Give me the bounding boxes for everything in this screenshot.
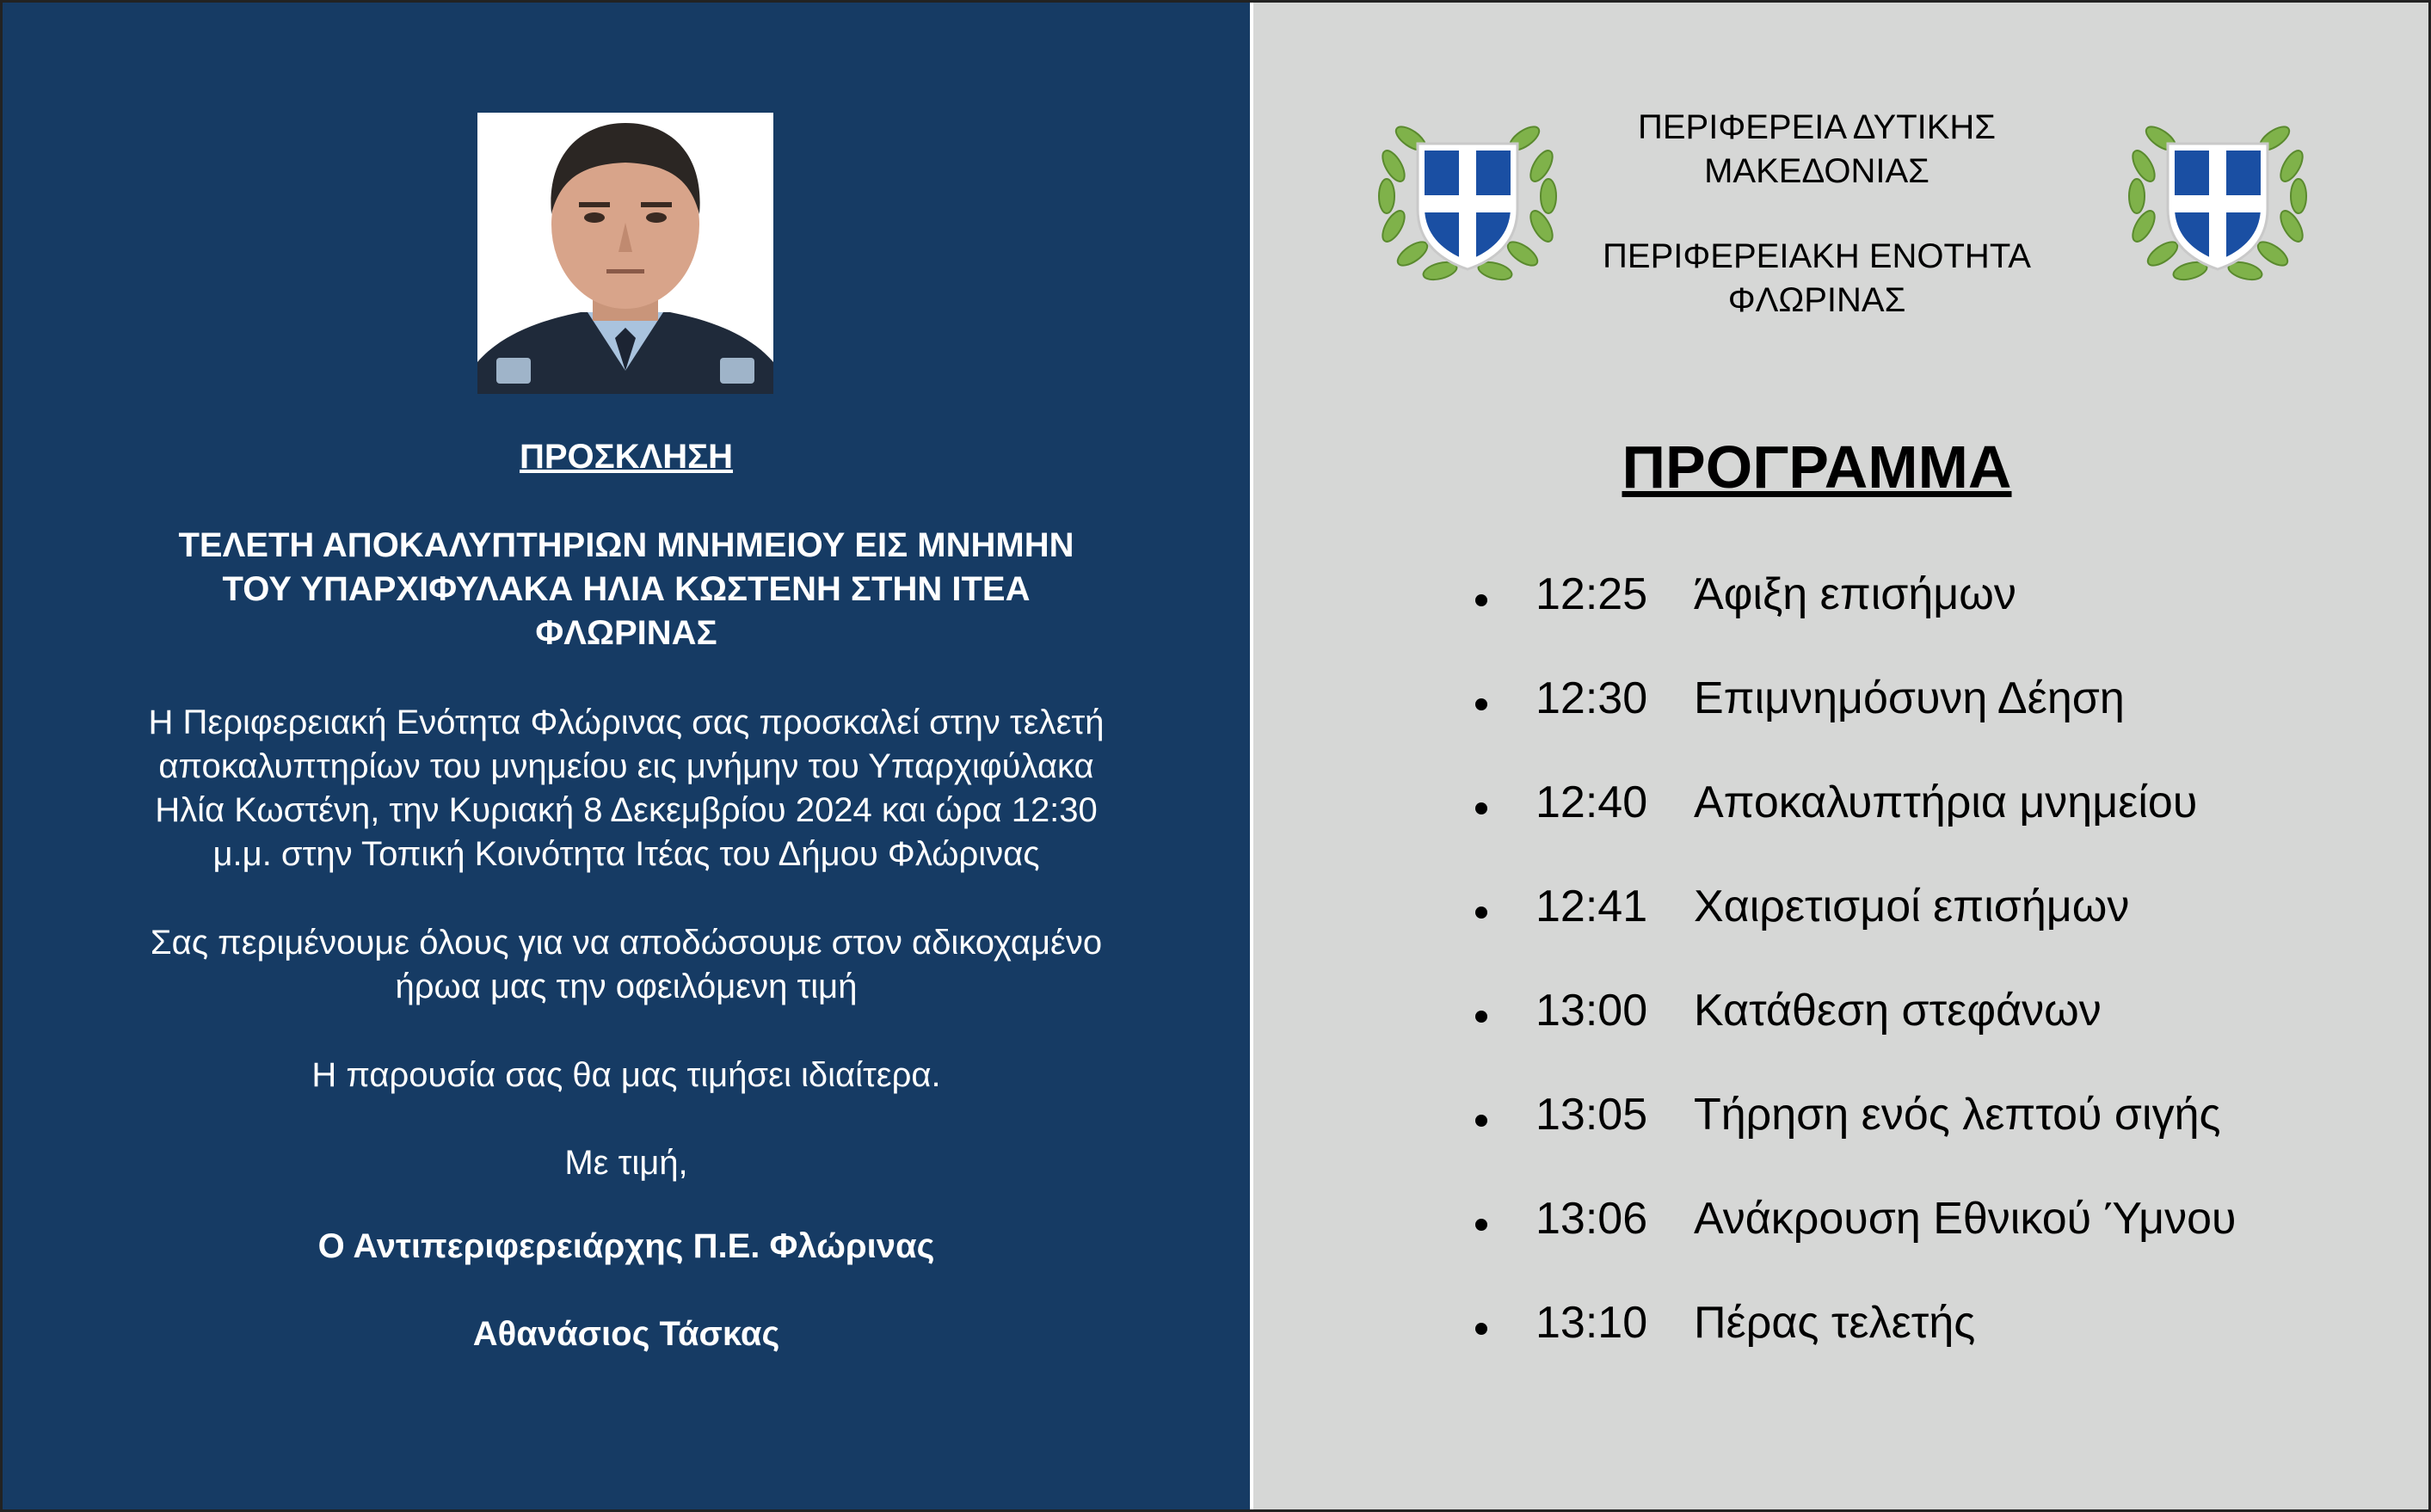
- signatory-name: Αθανάσιος Τάσκας: [472, 1315, 780, 1353]
- expectation-paragraph: [54, 921, 1198, 1009]
- program-panel: [1253, 3, 2428, 1509]
- portrait-photo: [477, 113, 773, 394]
- invitation-heading: ΠΡΟΣΚΛΗΣΗ: [519, 438, 734, 476]
- invitation-panel: [3, 3, 1250, 1509]
- ceremony-title-line: ΤΟΥ ΥΠΑΡΧΙΦΥΛΑΚΑ ΗΛΙΑ ΚΩΣΤΕΝΗ ΣΤΗΝ ΙΤΕΑ: [222, 570, 1031, 608]
- unit-line: ΠΕΡΙΦΕΡΕΙΑΚΗ ΕΝΟΤΗΤΑ: [1603, 237, 2031, 275]
- bullet-icon: [1475, 698, 1487, 710]
- bullet-icon: [1475, 594, 1487, 606]
- paragraph-line: μ.μ. στην Τοπική Κοινότητα Ιτέας του Δήμου Φλώρινας: [212, 835, 1040, 873]
- schedule-item: [1475, 777, 2422, 881]
- bullet-icon: [1475, 802, 1487, 814]
- schedule-item: [1475, 985, 2422, 1089]
- schedule-time: 12:30: [1536, 673, 1648, 723]
- regional-unit-name: [1537, 235, 2096, 323]
- paragraph-line: αποκαλυπτηρίων του μνημείου εις μνήμην του Υπαρχιφύλακα: [158, 747, 1094, 785]
- schedule-label: Κατάθεση στεφάνων: [1694, 986, 2102, 1036]
- greek-coat-of-arms-icon: [1376, 106, 1559, 286]
- schedule-time: 13:05: [1536, 1090, 1648, 1140]
- honor-paragraph: Η παρουσία σας θα μας τιμήσει ιδιαίτερα.: [311, 1056, 941, 1094]
- schedule-time: 13:00: [1536, 986, 1648, 1036]
- schedule-item: [1475, 673, 2422, 777]
- schedule-time: 13:06: [1536, 1194, 1648, 1244]
- schedule-label: Αποκαλυπτήρια μνημείου: [1694, 778, 2198, 827]
- bullet-icon: [1475, 1115, 1487, 1127]
- schedule-time: 13:10: [1536, 1298, 1648, 1348]
- schedule-time: 12:40: [1536, 778, 1648, 827]
- program-title: ΠΡΟΓΡΑΜΜΑ: [1622, 433, 2012, 501]
- unit-line: ΦΛΩΡΙΝΑΣ: [1727, 281, 1906, 319]
- schedule-label: Επιμνημόσυνη Δέηση: [1694, 673, 2125, 723]
- schedule-time: 12:25: [1536, 569, 1648, 619]
- region-line: ΠΕΡΙΦΕΡΕΙΑ ΔΥΤΙΚΗΣ: [1637, 108, 1997, 146]
- schedule-item: [1475, 1297, 2422, 1401]
- schedule-item: [1475, 881, 2422, 985]
- ceremony-title: [54, 524, 1198, 655]
- invitation-paragraph: [54, 701, 1198, 876]
- region-name: [1537, 106, 2096, 194]
- signatory-role: Ο Αντιπεριφερειάρχης Π.Ε. Φλώρινας: [317, 1227, 935, 1265]
- paragraph-line: Ηλία Κωστένη, την Κυριακή 8 Δεκεμβρίου 2024 και ώρα 12:30: [155, 791, 1098, 829]
- schedule-label: Ανάκρουση Εθνικού Ύμνου: [1694, 1194, 2237, 1244]
- schedule-item: [1475, 1193, 2422, 1297]
- bullet-icon: [1475, 1323, 1487, 1335]
- ceremony-title-line: ΤΕΛΕΤΗ ΑΠΟΚΑΛΥΠΤΗΡΙΩΝ ΜΝΗΜΕΙΟΥ ΕΙΣ ΜΝΗΜΗΝ: [178, 526, 1074, 564]
- paragraph-line: ήρωα μας την οφειλόμενη τιμή: [395, 968, 858, 1005]
- paragraph-line: Η Περιφερειακή Ενότητα Φλώρινας σας προσκαλεί στην τελετή: [148, 704, 1105, 741]
- bullet-icon: [1475, 907, 1487, 919]
- schedule-label: Τήρηση ενός λεπτού σιγής: [1694, 1090, 2221, 1140]
- schedule-label: Πέρας τελετής: [1694, 1298, 1976, 1348]
- bullet-icon: [1475, 1011, 1487, 1023]
- greek-coat-of-arms-icon: [2126, 106, 2309, 286]
- schedule-time: 12:41: [1536, 882, 1648, 931]
- schedule-item: [1475, 569, 2422, 673]
- closing-text: Με τιμή,: [564, 1144, 688, 1182]
- ceremony-title-line: ΦΛΩΡΙΝΑΣ: [535, 614, 717, 652]
- paragraph-line: Σας περιμένουμε όλους για να αποδώσουμε στον αδικοχαμένο: [150, 924, 1103, 962]
- schedule-list: [1475, 569, 2422, 1401]
- schedule-item: [1475, 1089, 2422, 1193]
- bullet-icon: [1475, 1219, 1487, 1231]
- schedule-label: Άφιξη επισήμων: [1694, 569, 2016, 619]
- schedule-label: Χαιρετισμοί επισήμων: [1694, 882, 2130, 931]
- region-line: ΜΑΚΕΔΟΝΙΑΣ: [1704, 152, 1929, 190]
